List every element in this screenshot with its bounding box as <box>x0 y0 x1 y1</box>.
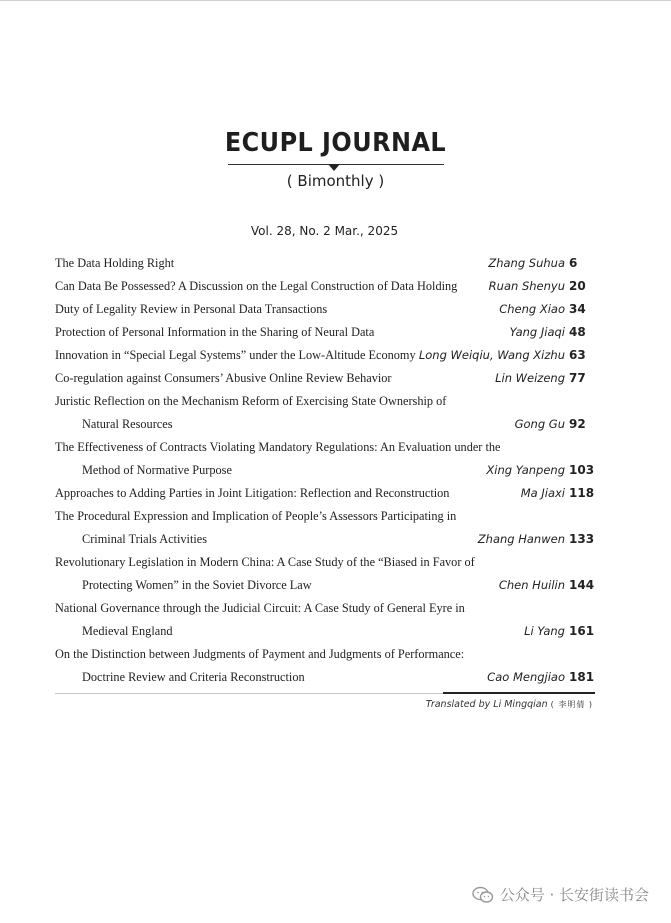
page-number: 181 <box>569 670 595 684</box>
toc-line <box>55 275 595 298</box>
article-title: Criminal Trials Activities <box>82 532 208 546</box>
journal-title: ECUPL JOURNAL <box>224 128 447 158</box>
toc-entry <box>55 390 595 436</box>
toc-line <box>55 528 595 551</box>
issue-info: Vol. 28, No. 2 Mar., 2025 <box>250 224 399 238</box>
toc-entry <box>55 275 595 298</box>
article-title: Can Data Be Possessed? A Discussion on the Legal Construction of Data Holding <box>55 279 458 293</box>
article-meta <box>487 666 595 689</box>
article-author: Ruan Shenyu <box>488 279 565 293</box>
article-author: Ma Jiaxi <box>520 486 565 500</box>
toc-line <box>55 436 595 459</box>
toc-line <box>55 459 595 482</box>
top-border <box>0 0 671 1</box>
toc-entry <box>55 505 595 551</box>
toc-entry <box>55 252 595 275</box>
toc-line <box>55 505 595 528</box>
toc-line <box>55 620 595 643</box>
article-title: Co-regulation against Consumers’ Abusive Online Review Behavior <box>55 371 392 385</box>
toc-entry <box>55 321 595 344</box>
article-author: Zhang Hanwen <box>477 532 565 546</box>
article-author: Long Weiqiu, Wang Xizhu <box>418 348 565 362</box>
article-author: Cao Mengjiao <box>487 670 565 684</box>
masthead <box>0 128 671 190</box>
toc-line <box>55 321 595 344</box>
toc-entry <box>55 367 595 390</box>
page-number: 6 <box>569 256 578 270</box>
article-title: The Data Holding Right <box>55 256 175 270</box>
article-title: Natural Resources <box>82 417 173 431</box>
article-title: Juristic Reflection on the Mechanism Reform of Exercising State Ownership of <box>55 394 447 408</box>
article-meta <box>510 321 595 344</box>
watermark <box>472 884 649 905</box>
toc-line <box>55 344 595 367</box>
page-number: 92 <box>569 417 586 431</box>
article-author: Gong Gu <box>514 417 565 431</box>
article-author: Chen Huilin <box>498 578 565 592</box>
article-title: The Effectiveness of Contracts Violating Mandatory Regulations: An Evaluation under the <box>55 440 501 454</box>
toc-line <box>55 482 595 505</box>
triangle-marker-icon <box>328 164 340 171</box>
page-number: 161 <box>569 624 595 638</box>
toc-line <box>55 643 595 666</box>
article-author: Xing Yanpeng <box>486 463 565 477</box>
article-author: Zhang Suhua <box>488 256 565 270</box>
article-title: On the Distinction between Judgments of Payment and Judgments of Performance: <box>55 647 465 661</box>
article-author: Yang Jiaqi <box>509 325 565 339</box>
article-meta <box>515 413 595 436</box>
article-meta <box>488 252 595 275</box>
article-title: National Governance through the Judicial Circuit: A Case Study of General Eyre in <box>55 601 465 615</box>
article-author: Cheng Xiao <box>499 302 565 316</box>
page-number: 144 <box>569 578 595 592</box>
article-meta <box>521 482 595 505</box>
page-number: 118 <box>569 486 595 500</box>
toc-line <box>55 597 595 620</box>
toc-entry <box>55 482 595 505</box>
title-rule <box>228 164 444 165</box>
page-number: 103 <box>569 463 595 477</box>
article-title: The Procedural Expression and Implication of People’s Assessors Participating in <box>55 509 457 523</box>
article-meta <box>495 367 595 390</box>
article-meta <box>524 620 595 643</box>
article-meta <box>419 344 595 367</box>
article-author: Lin Weizeng <box>495 371 565 385</box>
article-title: Doctrine Review and Criteria Reconstruction <box>82 670 305 684</box>
toc-line <box>55 298 595 321</box>
toc-line <box>55 574 595 597</box>
article-title: Protecting Women” in the Soviet Divorce Law <box>82 578 312 592</box>
translator-credit <box>426 699 593 710</box>
article-title: Revolutionary Legislation in Modern China: A Case Study of the “Biased in Favor of <box>55 555 475 569</box>
article-title: Method of Normative Purpose <box>82 463 232 477</box>
toc-line <box>55 551 595 574</box>
table-of-contents <box>55 252 595 689</box>
translator-chinese-name: ( 李明倩 ) <box>550 700 593 709</box>
page-number: 48 <box>569 325 586 339</box>
bottom-rule-accent <box>443 692 595 694</box>
watermark-text: 公众号 · 长安街读书会 <box>499 886 649 904</box>
toc-entry <box>55 551 595 597</box>
toc-line <box>55 390 595 413</box>
article-meta <box>499 298 595 321</box>
article-title: Duty of Legality Review in Personal Data Transactions <box>55 302 328 316</box>
toc-entry <box>55 643 595 689</box>
toc-line <box>55 367 595 390</box>
article-author: Li Yang <box>524 624 565 638</box>
toc-entry <box>55 436 595 482</box>
article-meta <box>499 574 595 597</box>
article-title: Approaches to Adding Parties in Joint Litigation: Reflection and Reconstruction <box>55 486 450 500</box>
page-number: 34 <box>569 302 586 316</box>
toc-line <box>55 666 595 689</box>
article-meta <box>489 275 595 298</box>
toc-entry <box>55 344 595 367</box>
wechat-icon <box>472 886 494 904</box>
article-meta <box>486 459 595 482</box>
page-number: 63 <box>569 348 586 362</box>
article-title: Medieval England <box>82 624 173 638</box>
toc-entry <box>55 597 595 643</box>
translator-label: Translated by Li Mingqian <box>425 699 548 710</box>
journal-frequency: ( Bimonthly ) <box>286 172 385 190</box>
toc-entry <box>55 298 595 321</box>
toc-line <box>55 252 595 275</box>
toc-line <box>55 413 595 436</box>
page-number: 20 <box>569 279 586 293</box>
article-meta <box>478 528 595 551</box>
article-title: Protection of Personal Information in the Sharing of Neural Data <box>55 325 375 339</box>
article-title: Innovation in “Special Legal Systems” under the Low-Altitude Economy <box>55 348 416 362</box>
page-number: 133 <box>569 532 595 546</box>
page-number: 77 <box>569 371 586 385</box>
